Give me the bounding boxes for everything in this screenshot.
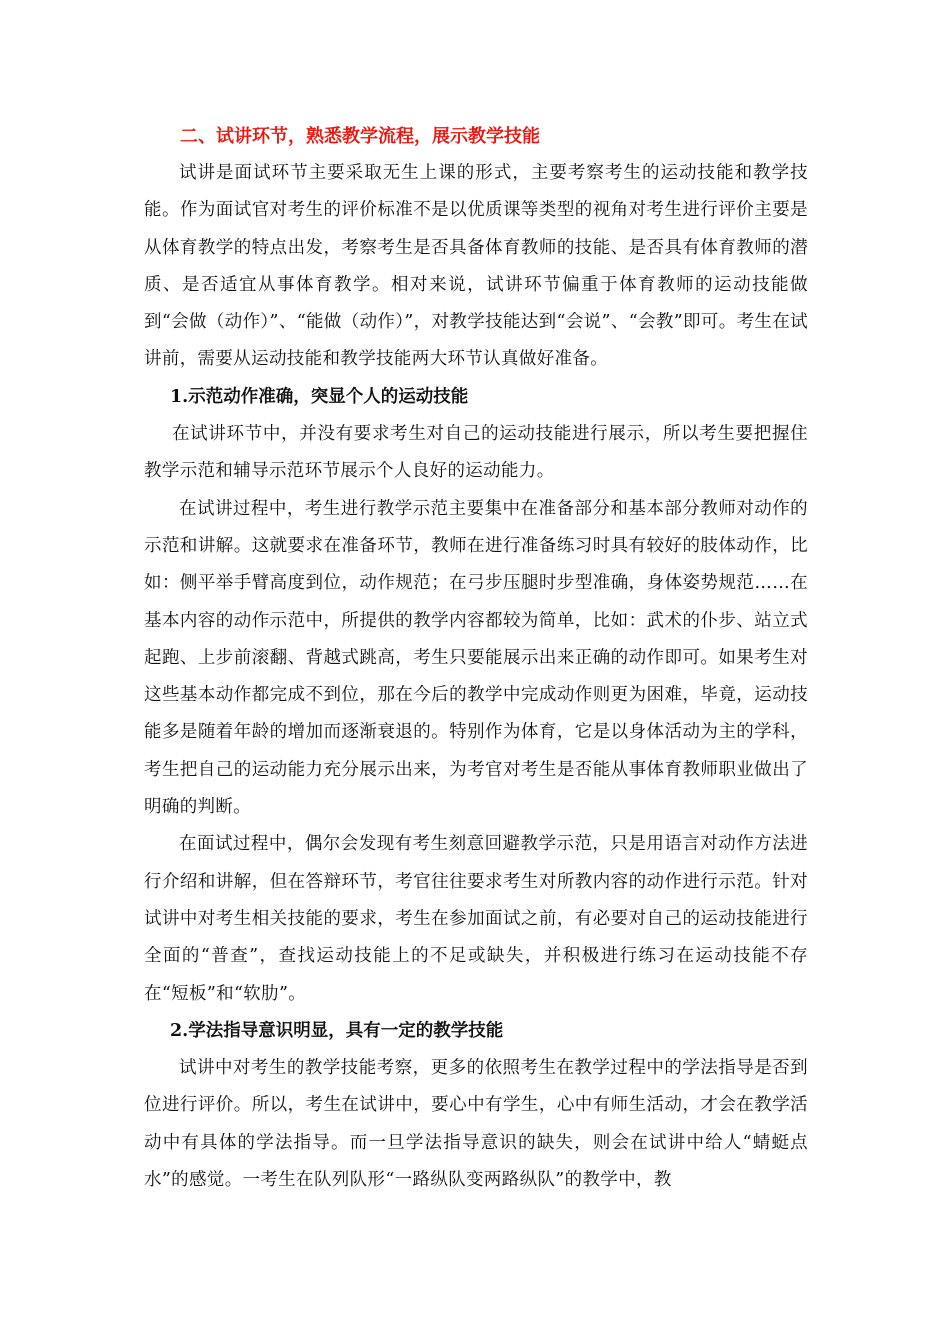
section-title: 二、试讲环节，熟悉教学流程，展示教学技能 — [180, 126, 540, 147]
subsection-1-paragraph-2: 在试讲过程中，考生进行教学示范主要集中在准备部分和基本部分教师对动作的示范和讲解。这就要求在准备环节，教师在进行准备练习时具有较好的肢体动作，比如：侧平举手臂高度到位，动作规范；在弓步压腿时步型准确，身体姿势规范……在基本内容的动作示范中，所提供的教学内容都较为简单，比如：武术的仆步、站立式起跑、上步前滚翻、背越式跳高，考生只要能展示出来正确的动作即可。如果考生对这些基本动作都完成不到位，那在今后的教学中完成动作则更为困难，毕竟，运动技能多是随着年龄的增加而逐渐衰退的。特别作为体育，它是以身体活动为主的学科，考生把自己的运动能力充分展示出来，为考官对考生是否能从事体育教师职业做出了明确的判断。 — [144, 498, 808, 818]
subsection-2-paragraph-1: 试讲中对考生的教学技能考察，更多的依照考生在教学过程中的学法指导是否到位进行评价。所以，考生在试讲中，要心中有学生，心中有师生活动，才会在教学活动中有具体的学法指导。而一旦学法指导意识的缺失，则会在试讲中给人“蜻蜓点水”的感觉。一考生在队列队形“一路纵队变两路纵队”的教学中，教 — [144, 1058, 808, 1191]
subsection-1-heading: 1.示范动作准确，突显个人的运动技能 — [170, 386, 469, 407]
subsection-1-paragraph-1: 在试讲环节中，并没有要求考生对自己的运动技能进行展示，所以考生要把握住教学示范和辅导示范环节展示个人良好的运动能力。 — [144, 424, 808, 482]
document-page — [144, 118, 808, 1199]
subsection-1-paragraph-3: 在面试过程中，偶尔会发现有考生刻意回避教学示范，只是用语言对动作方法进行介绍和讲解，但在答辩环节，考官往往要求考生对所教内容的动作进行示范。针对试讲中对考生相关技能的要求，考生在参加面试之前，有必要对自己的运动技能进行全面的“普查”，查找运动技能上的不足或缺失，并积极进行练习在运动技能不存在“短板”和“软肋”。 — [144, 834, 808, 1004]
section-intro-paragraph: 试讲是面试环节主要采取无生上课的形式，主要考察考生的运动技能和教学技能。作为面试官对考生的评价标准不是以优质课等类型的视角对考生进行评价主要是从体育教学的特点出发，考察考生是否具备体育教师的技能、是否具有体育教师的潜质、是否适宜从事体育教学。相对来说，试讲环节偏重于体育教师的运动技能做到“会做（动作）”、“能做（动作）”，对教学技能达到“会说”、“会教”即可。考生在试讲前，需要从运动技能和教学技能两大环节认真做好准备。 — [144, 163, 808, 370]
subsection-2-heading: 2.学法指导意识明显，具有一定的教学技能 — [170, 1020, 504, 1041]
